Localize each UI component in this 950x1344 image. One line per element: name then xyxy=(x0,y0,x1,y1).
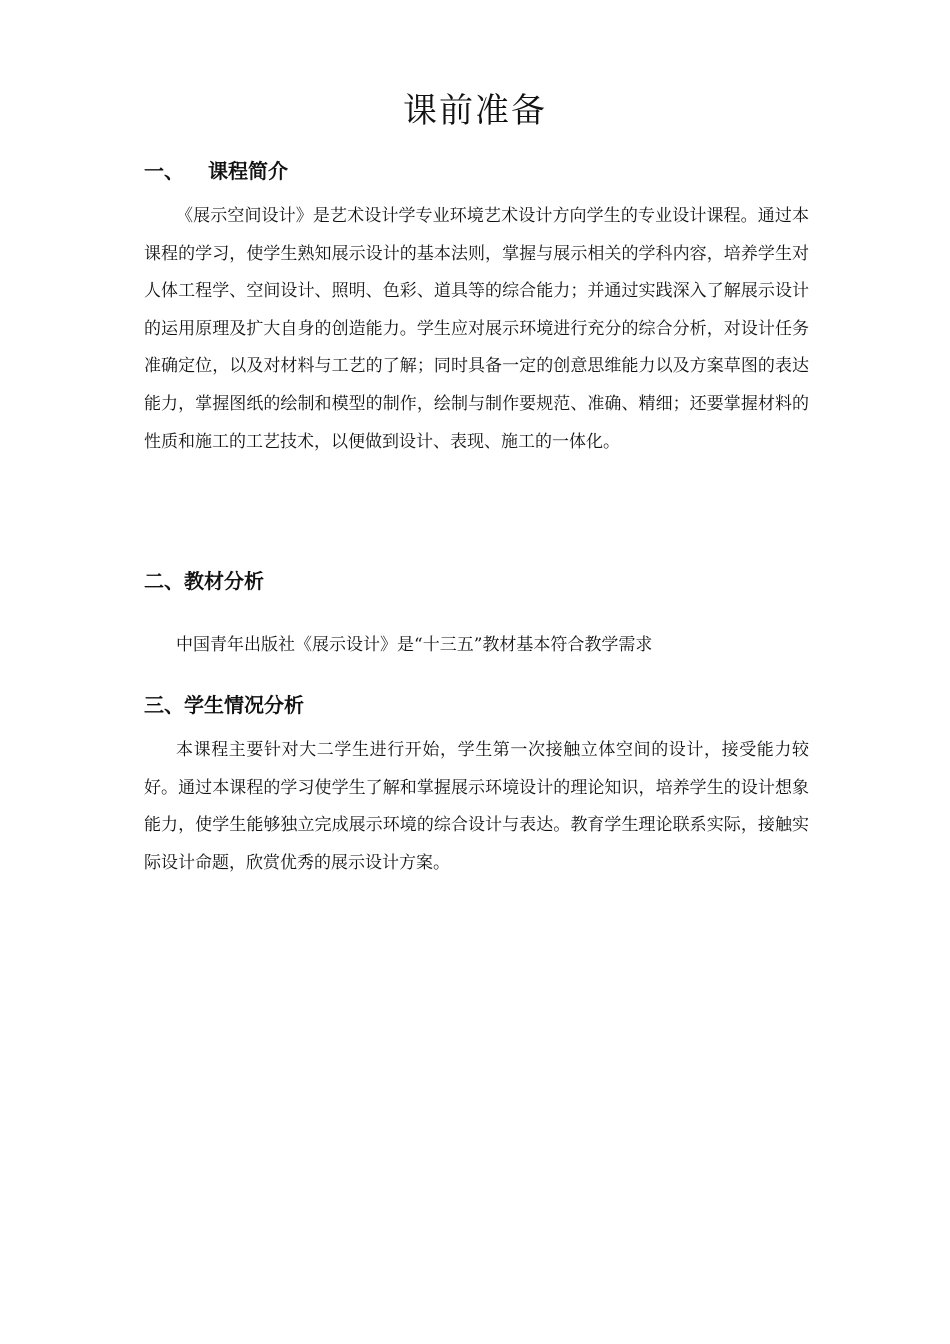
section-body-course-intro: 《展示空间设计》是艺术设计学专业环境艺术设计方向学生的专业设计课程。通过本课程的学习，使学生熟知展示设计的基本法则，掌握与展示相关的学科内容，培养学生对人体工程学、空间设计、照明、色彩、道具等的综合能力；并通过实践深入了解展示设计的运用原理及扩大自身的创造能力。学生应对展示环境进行充分的综合分析，对设计任务准确定位，以及对材料与工艺的了解；同时具备一定的创意思维能力以及方案草图的表达能力，掌握图纸的绘制和模型的制作，绘制与制作要规范、准确、精细；还要掌握材料的性质和施工的工艺技术，以便做到设计、表现、施工的一体化。 xyxy=(144,206,809,452)
section-heading-textbook-analysis: 二、教材分析 xyxy=(144,569,264,593)
section-number: 一、 xyxy=(144,159,184,183)
section-heading-course-intro xyxy=(144,156,288,186)
section-body-textbook-analysis: 中国青年出版社《展示设计》是“十三五”教材基本符合教学需求 xyxy=(176,635,653,655)
page-title: 课前准备 xyxy=(403,91,547,131)
section-heading-student-analysis: 三、学生情况分析 xyxy=(144,693,304,717)
section-title: 课程简介 xyxy=(208,159,288,183)
section-body-student-analysis: 本课程主要针对大二学生进行开始，学生第一次接触立体空间的设计，接受能力较好。通过本课程的学习使学生了解和掌握展示环境设计的理论知识，培养学生的设计想象能力，使学生能够独立完成展示环境的综合设计与表达。教育学生理论联系实际，接触实际设计命题，欣赏优秀的展示设计方案。 xyxy=(144,740,809,873)
